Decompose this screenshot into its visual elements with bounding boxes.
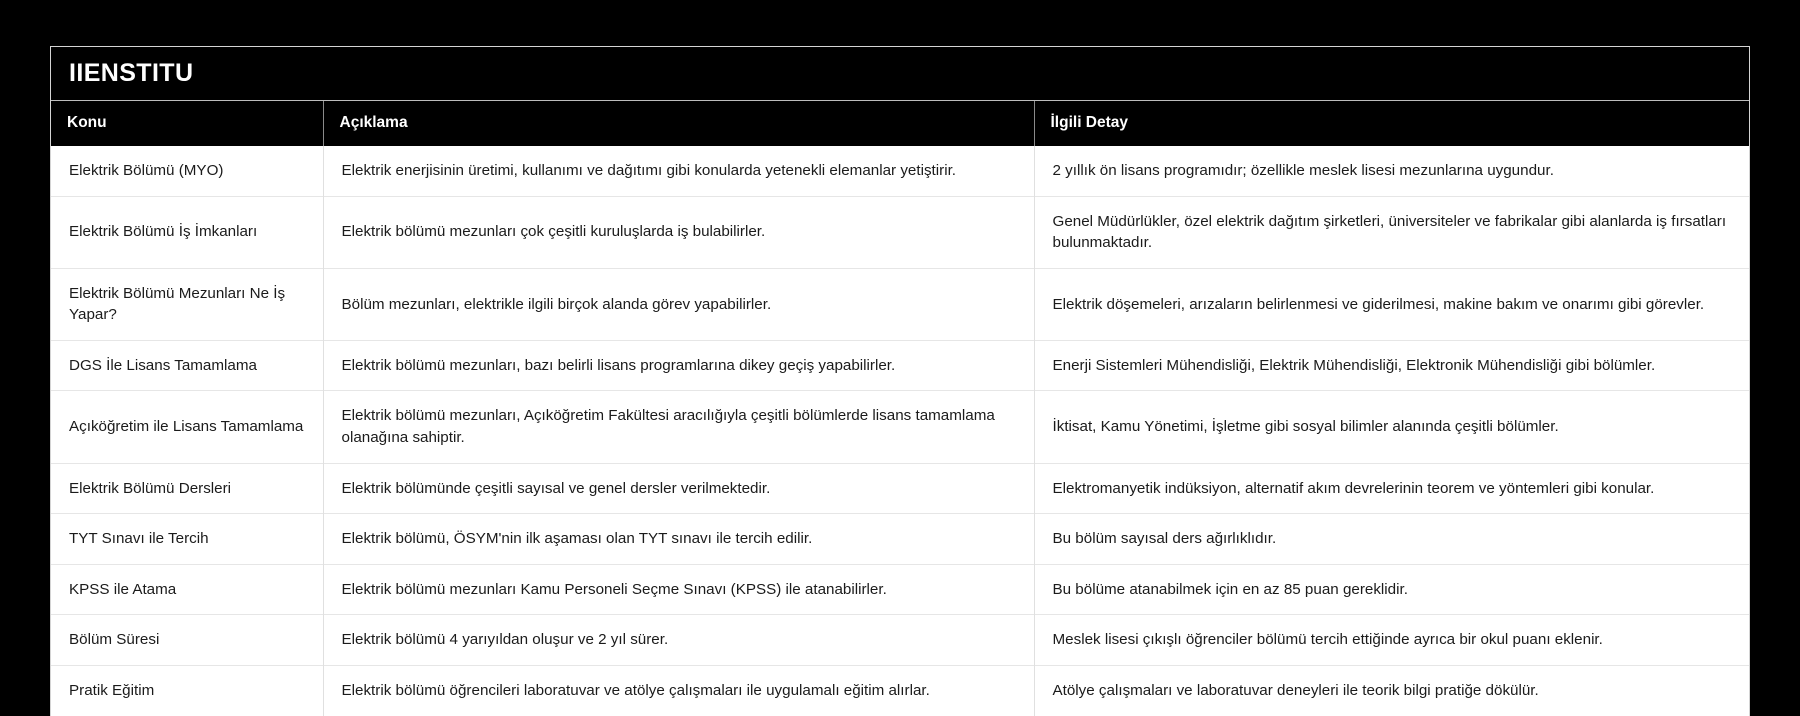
table-row xyxy=(51,514,1749,565)
table-header-row xyxy=(51,101,1749,146)
cell-konu: Elektrik Bölümü Dersleri xyxy=(51,463,323,514)
cell-aciklama: Elektrik bölümü mezunları, bazı belirli lisans programlarına dikey geçiş yapabilirler. xyxy=(323,340,1034,391)
info-table xyxy=(51,101,1749,716)
cell-detay: Elektrik döşemeleri, arızaların belirlenmesi ve giderilmesi, makine bakım ve onarımı gibi görevler. xyxy=(1052,295,1705,313)
brand-logo: IIENSTITU xyxy=(69,59,194,87)
table-row xyxy=(51,340,1749,391)
cell-detay: Enerji Sistemleri Mühendisliği, Elektrik Mühendisliği, Elektronik Mühendisliği gibi bölümler. xyxy=(1052,356,1656,374)
cell-detay: Genel Müdürlükler, özel elektrik dağıtım şirketleri, üniversiteler ve fabrikalar gibi alanlarda iş fırsatları bulunmaktadır. xyxy=(1052,212,1727,252)
cell-detay: İktisat, Kamu Yönetimi, İşletme gibi sosyal bilimler alanında çeşitli bölümler. xyxy=(1052,418,1559,436)
cell-detay: Elektromanyetik indüksiyon, alternatif akım devrelerinin teorem ve yöntemleri gibi konular. xyxy=(1052,479,1655,497)
cell-aciklama: Elektrik bölümü mezunları Kamu Personeli Seçme Sınavı (KPSS) ile atanabilirler. xyxy=(323,564,1034,615)
column-header-konu: Konu xyxy=(51,101,323,146)
table-row xyxy=(51,146,1749,196)
table-row xyxy=(51,665,1749,715)
cell-aciklama: Elektrik bölümü mezunları çok çeşitli kuruluşlarda iş bulabilirler. xyxy=(323,196,1034,268)
cell-aciklama: Elektrik bölümünde çeşitli sayısal ve genel dersler verilmektedir. xyxy=(323,463,1034,514)
cell-konu: Elektrik Bölümü Mezunları Ne İş Yapar? xyxy=(51,268,323,340)
column-header-detay: İlgili Detay xyxy=(1050,114,1129,131)
table-head xyxy=(51,101,1749,146)
table-row xyxy=(51,391,1749,463)
cell-konu: Pratik Eğitim xyxy=(51,665,323,715)
cell-detay: Atölye çalışmaları ve laboratuvar deneyleri ile teorik bilgi pratiğe dökülür. xyxy=(1052,681,1539,699)
info-table-card xyxy=(50,46,1750,716)
table-row xyxy=(51,196,1749,268)
cell-konu: Elektrik Bölümü İş İmkanları xyxy=(51,196,323,268)
table-row xyxy=(51,615,1749,666)
cell-konu: Açıköğretim ile Lisans Tamamlama xyxy=(51,391,323,463)
cell-detay: Bu bölüm sayısal ders ağırlıklıdır. xyxy=(1052,530,1277,548)
cell-aciklama: Elektrik bölümü 4 yarıyıldan oluşur ve 2 yıl sürer. xyxy=(323,615,1034,666)
column-header-aciklama: Açıklama xyxy=(323,101,1034,146)
cell-aciklama: Elektrik bölümü öğrencileri laboratuvar ve atölye çalışmaları ile uygulamalı eğitim alırlar. xyxy=(323,665,1034,715)
cell-konu: DGS İle Lisans Tamamlama xyxy=(51,340,323,391)
cell-aciklama: Elektrik enerjisinin üretimi, kullanımı ve dağıtımı gibi konularda yetenekli elemanlar yetiştirir. xyxy=(323,146,1034,196)
table-row xyxy=(51,268,1749,340)
table-row xyxy=(51,463,1749,514)
cell-konu: KPSS ile Atama xyxy=(51,564,323,615)
cell-konu: TYT Sınavı ile Tercih xyxy=(51,514,323,565)
brand-header xyxy=(51,47,1749,101)
cell-aciklama: Elektrik bölümü, ÖSYM'nin ilk aşaması olan TYT sınavı ile tercih edilir. xyxy=(323,514,1034,565)
table-body xyxy=(51,146,1749,716)
cell-aciklama: Bölüm mezunları, elektrikle ilgili birçok alanda görev yapabilirler. xyxy=(323,268,1034,340)
cell-detay: 2 yıllık ön lisans programıdır; özellikle meslek lisesi mezunlarına uygundur. xyxy=(1052,162,1554,179)
cell-detay: Meslek lisesi çıkışlı öğrenciler bölümü tercih ettiğinde ayrıca bir okul puanı eklenir. xyxy=(1052,631,1603,649)
cell-konu: Bölüm Süresi xyxy=(51,615,323,666)
cell-aciklama: Elektrik bölümü mezunları, Açıköğretim Fakültesi aracılığıyla çeşitli bölümlerde lisans tamamlama olanağına sahiptir. xyxy=(323,391,1034,463)
cell-konu: Elektrik Bölümü (MYO) xyxy=(51,146,323,196)
table-row xyxy=(51,564,1749,615)
cell-detay: Bu bölüme atanabilmek için en az 85 puan gereklidir. xyxy=(1052,580,1408,598)
